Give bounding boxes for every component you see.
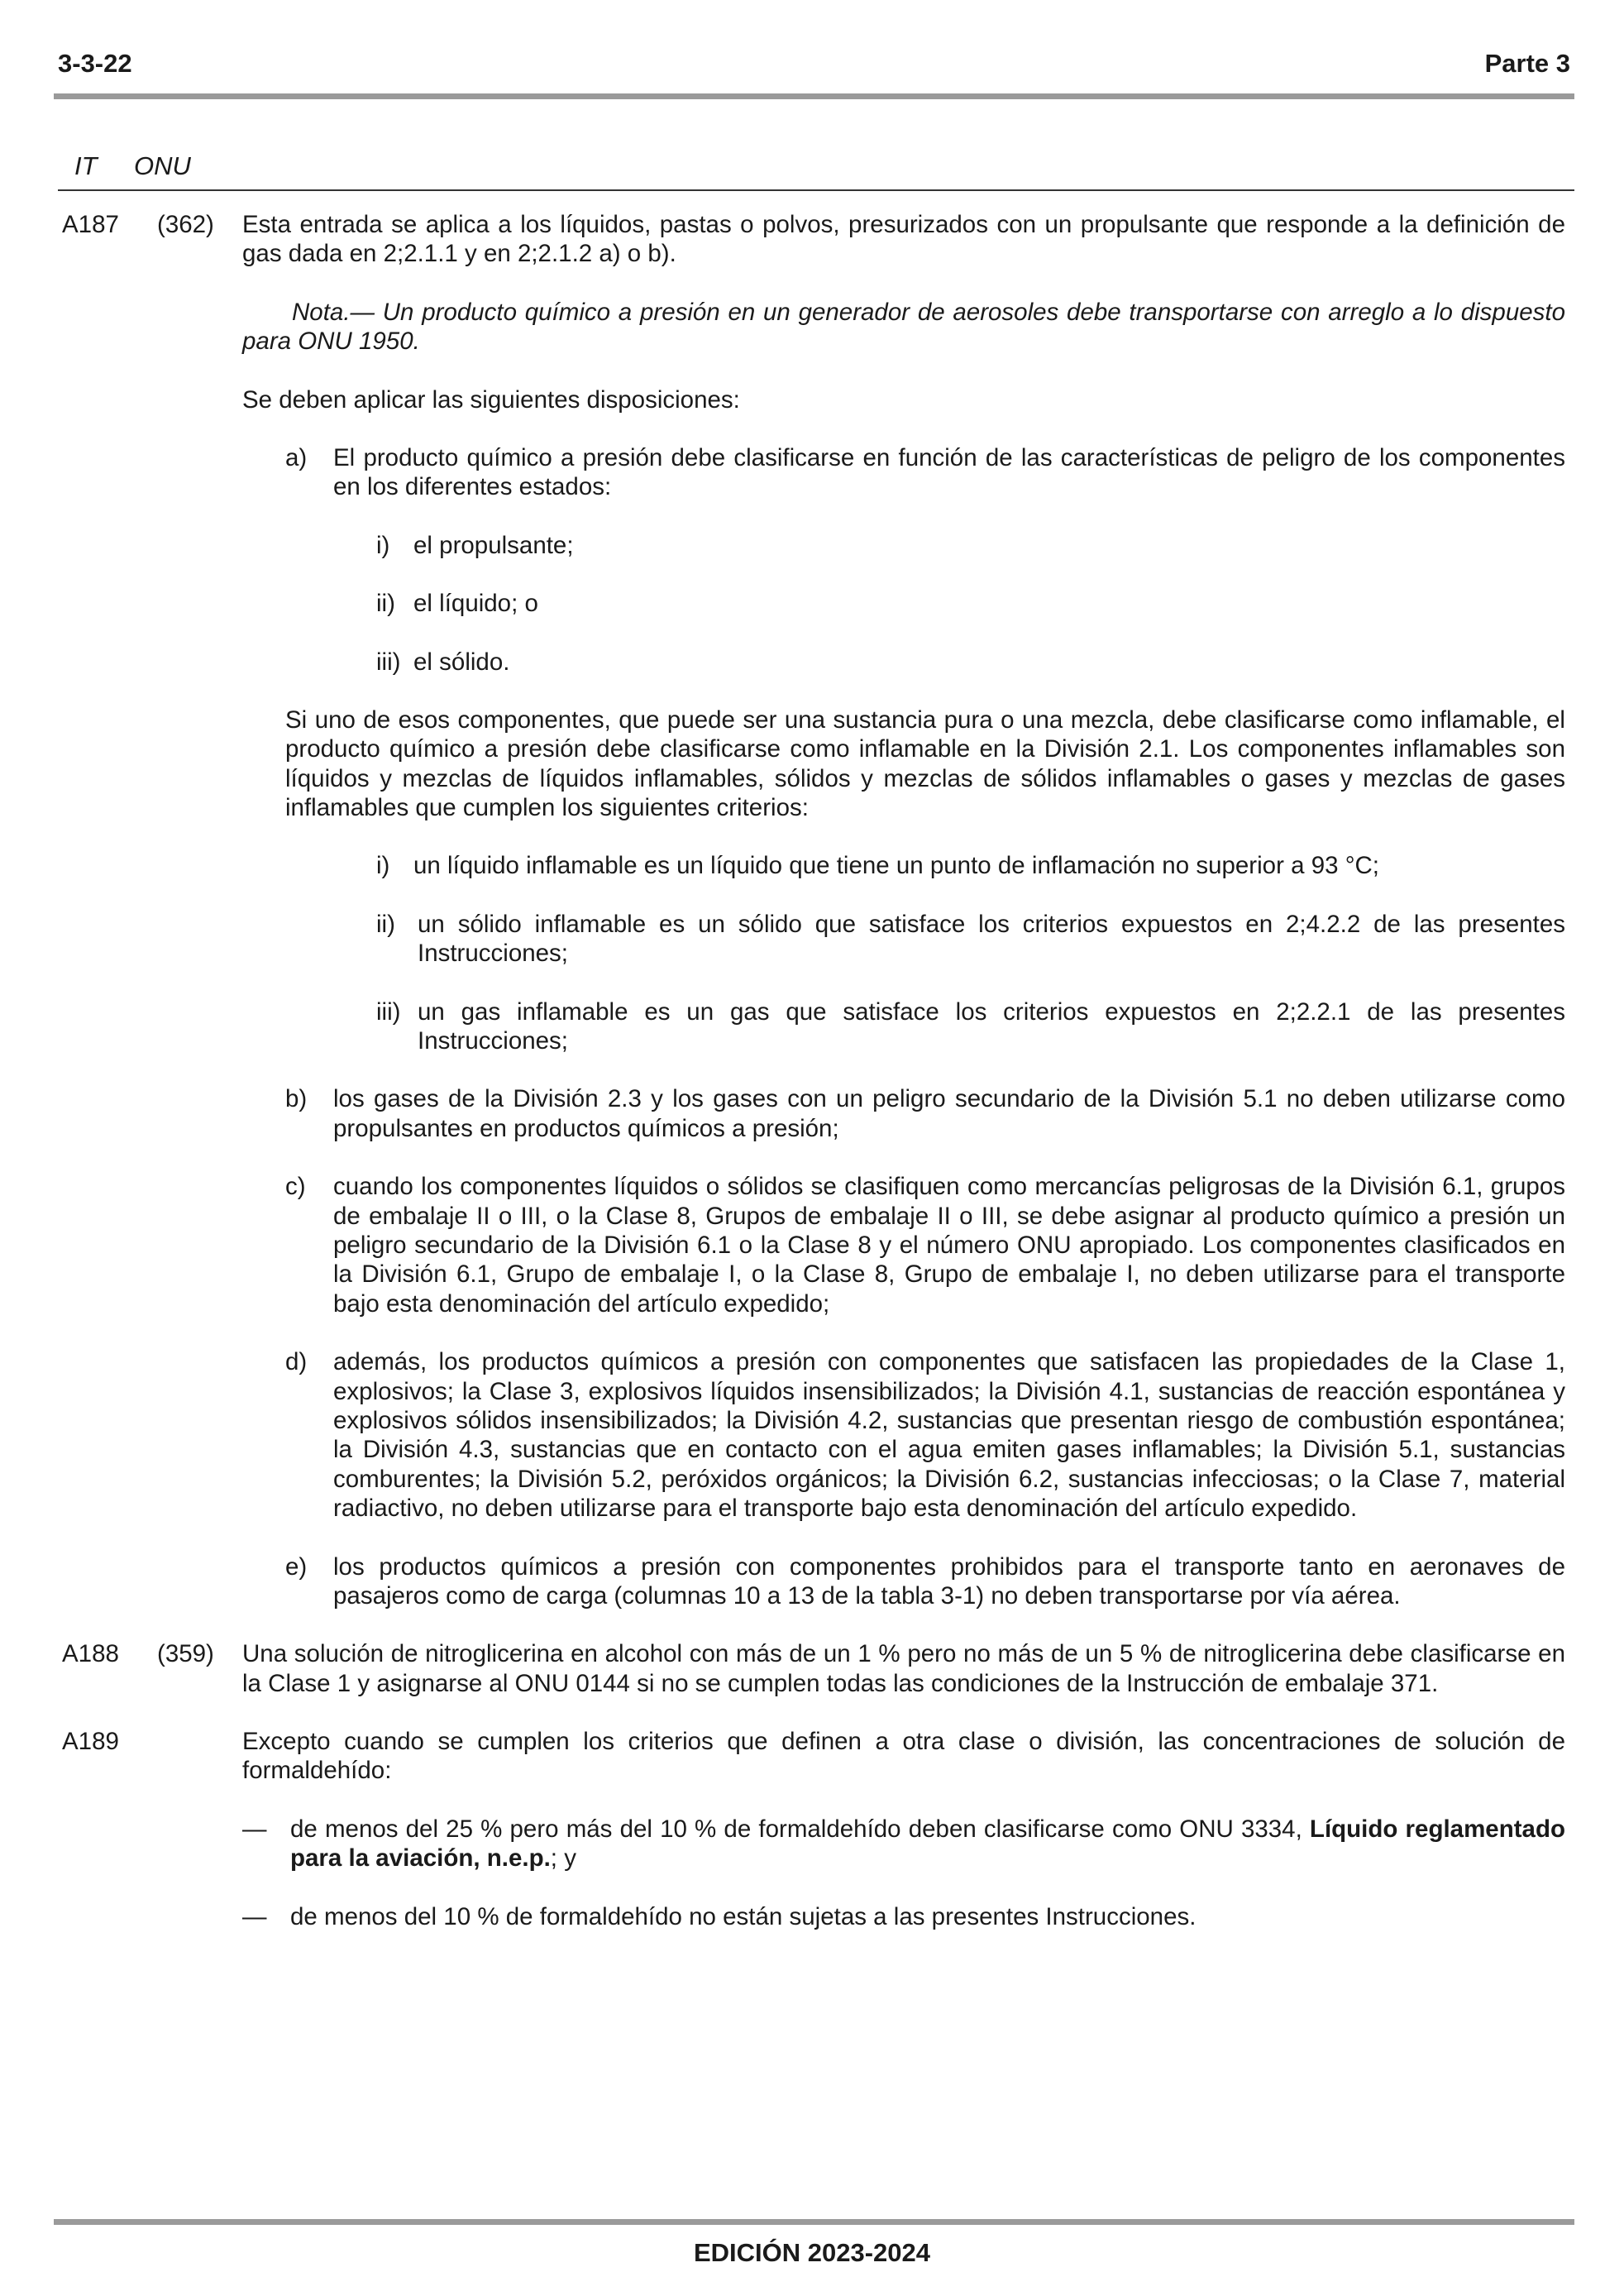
entry-un: (359) [157, 1640, 214, 1668]
dash-label: — [242, 1815, 267, 1843]
sub-label: ii) [376, 910, 395, 938]
provision-label: d) [285, 1348, 308, 1376]
sub-label: ii) [376, 590, 395, 618]
provision-text: los gases de la División 2.3 y los gases con un peligro secundario de la División 5.1 no deben utilizarse como propulsantes en productos químicos a presión; [333, 1085, 1565, 1142]
sub-label: iii) [376, 997, 401, 1026]
part-label: Parte 3 [1484, 49, 1570, 78]
sub-label: i) [376, 531, 390, 559]
provision-text: cuando los componentes líquidos o sólidos se clasifiquen como mercancías peligrosas de la División 6.1, grupos de embalaje II o III, o la Clase 8, Grupos de embalaje II o III, se debe asignar al producto químico a presión un peligro secundario de la División 6.1 o la Clase 8 y el número ONU apropiado. Los componentes clasificados en la División 6.1, Grupo de embalaje I, o la Clase 8, Grupo de embalaje I, no deben utilizarse para el transporte bajo esta denominación del artículo expedido; [333, 1173, 1565, 1318]
provision-c [285, 1172, 1565, 1318]
flammable-paragraph: Si uno de esos componentes, que puede ser una sustancia pura o una mezcla, debe clasificarse como inflamable, el producto químico a presión debe clasificarse como inflamable en la División 2.1. Los componentes inflamables son líquidos y mezclas de líquidos inflamables, sólidos y mezclas de sólidos inflamables o gases y mezclas de gases inflamables que cumplen los siguientes criterios: [285, 706, 1565, 822]
entry-note: Nota.— Un producto químico a presión en un generador de aerosoles debe transportarse con arreglo a lo dispuesto para ONU 1950. [242, 298, 1565, 356]
dash-item [242, 1902, 1565, 1931]
column-it: IT [74, 151, 98, 180]
sub-text: un líquido inflamable es un líquido que tiene un punto de inflamación no superior a 93 °C; [413, 852, 1380, 880]
dash-item [242, 1815, 1565, 1873]
dash-text-pre: de menos del 25 % pero más del 10 % de formaldehído deben clasificarse como ONU 3334, [290, 1815, 1310, 1843]
sub-text: el líquido; o [413, 590, 538, 618]
edition-footer: EDICIÓN 2023-2024 [693, 2238, 931, 2267]
dash-text-post: ; y [550, 1844, 576, 1873]
provision-e [285, 1552, 1565, 1611]
column-onu: ONU [134, 151, 191, 180]
provisions-lead: Se deben aplicar las siguientes disposiciones: [242, 385, 740, 414]
provision-d [285, 1347, 1565, 1523]
criteria-item [376, 851, 1565, 880]
provision-label: e) [285, 1552, 308, 1581]
entry-a189 [62, 1727, 1567, 1931]
sub-item [376, 589, 1565, 618]
dash-text-bold: Líquido reglamentado para la aviación, n.e.p. [290, 1815, 1565, 1873]
sub-item [376, 648, 1565, 677]
entry-text: Excepto cuando se cumplen los criterios que definen a otra clase o división, las concentraciones de solución de formaldehído: [242, 1728, 1565, 1785]
provision-text: El producto químico a presión debe clasificarse en función de las características de peligro de los componentes en los diferentes estados: [333, 443, 1565, 501]
sub-text: el propulsante; [413, 531, 574, 559]
column-rule [58, 189, 1574, 191]
provision-text: además, los productos químicos a presión con componentes que satisfacen las propiedades de la Clase 1, explosivos; la Clase 3, explosivos líquidos insensibilizados; la División 4.1, sustancias de reacción espontánea y explosivos sólidos insensibilizados; la División 4.2, sustancias que presentan riesgo de combustión espontánea; la División 4.3, sustancias que en contacto con el agua emiten gases inflamables; la División 5.1, sustancias comburentes; la División 5.2, peróxidos orgánicos; la División 6.2, sustancias infecciosas; o la Clase 7, material radiactivo, no deben utilizarse para el transporte bajo esta denominación del artículo expedido. [333, 1348, 1565, 1523]
entry-un: (362) [157, 211, 214, 238]
page-number: 3-3-22 [58, 49, 132, 78]
entry-code: A188 [62, 1640, 119, 1668]
header-rule [54, 93, 1574, 99]
sub-text: el sólido. [413, 648, 510, 676]
entry-code: A187 [62, 211, 119, 238]
entry-code: A189 [62, 1728, 119, 1756]
provision-label: c) [285, 1173, 306, 1201]
provision-label: a) [285, 443, 308, 471]
sub-text: un sólido inflamable es un sólido que satisface los criterios expuestos en 2;4.2.2 de las presentes Instrucciones; [418, 910, 1565, 968]
column-headings [74, 151, 191, 181]
footer-rule [54, 2219, 1574, 2225]
entry-a188 [62, 1639, 1567, 1698]
provision-text: los productos químicos a presión con componentes prohibidos para el transporte tanto en aeronaves de pasajeros como de carga (columnas 10 a 13 de la tabla 3-1) no deben transportarse por vía aérea. [333, 1552, 1565, 1610]
sub-text: un gas inflamable es un gas que satisface los criterios expuestos en 2;2.2.1 de las presentes Instrucciones; [418, 997, 1565, 1055]
sub-item [376, 531, 1565, 560]
criteria-item [376, 997, 1565, 1056]
entry-a187 [62, 210, 1567, 1610]
dash-text: de menos del 10 % de formaldehído no están sujetas a las presentes Instrucciones. [290, 1902, 1197, 1930]
dash-label: — [242, 1902, 267, 1930]
provision-label: b) [285, 1085, 308, 1113]
provision-a [285, 443, 1565, 502]
entry-intro: Esta entrada se aplica a los líquidos, pastas o polvos, presurizados con un propulsante que responde a la definición de gas dada en 2;2.1.1 y en 2;2.1.2 a) o b). [242, 211, 1565, 268]
provision-b [285, 1084, 1565, 1143]
page-header [54, 48, 1574, 81]
document-body [62, 210, 1567, 1960]
sub-label: i) [376, 852, 390, 880]
entry-text: Una solución de nitroglicerina en alcohol con más de un 1 % pero no más de un 5 % de nitroglicerina debe clasificarse en la Clase 1 y asignarse al ONU 0144 si no se cumplen todas las condiciones de la Instrucción de embalaje 371. [242, 1640, 1565, 1697]
sub-label: iii) [376, 648, 401, 676]
criteria-item [376, 910, 1565, 969]
